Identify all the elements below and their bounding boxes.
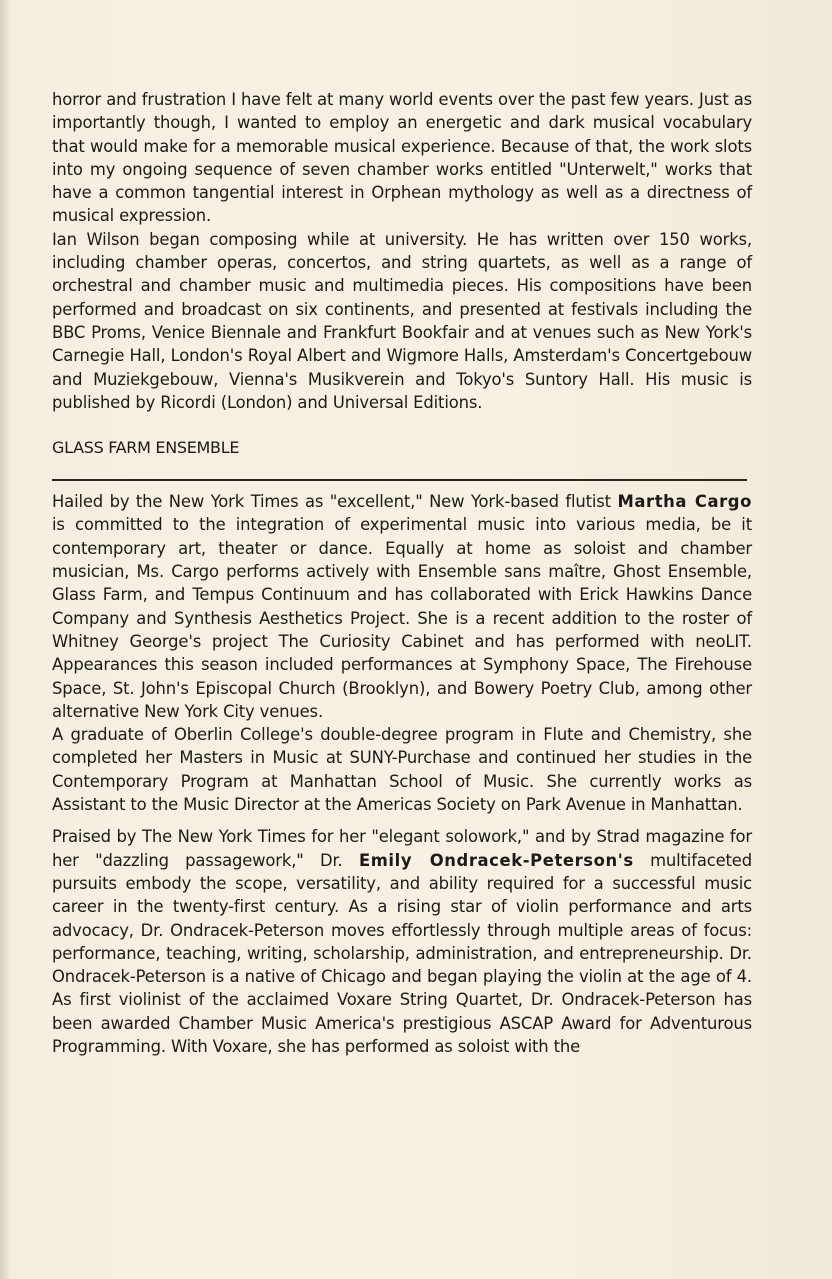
page-edge-shadow: [0, 0, 10, 1279]
cargo-bio-paragraph: [52, 490, 752, 723]
composer-bio-paragraph: Ian Wilson began composing while at university. He has written over 150 works, including chamber operas, concertos, and string quartets, as well as a range of orchestral and chamber music and multimedia pieces. His compositions have been performed and broadcast on six continents, and presented at festivals including the BBC Proms, Venice Biennale and Frankfurt Bookfair and at venues such as New York's Carnegie Hall, London's Royal Albert and Wigmore Halls, Amsterdam's Concertgebouw and Muziekgebouw, Vienna's Musikverein and Tokyo's Suntory Hall. His music is published by Ricordi (London) and Universal Editions.: [52, 229, 752, 412]
cargo-bio-intro: Hailed by the New York Times as "excellent," New York-based flutist: [52, 492, 618, 512]
paragraph-gap: [52, 816, 752, 825]
ondracek-bio-body: multifaceted pursuits embody the scope, versatility, and ability required for a successful music career in the twenty-first century. As a rising star of violin performance and arts advocacy, Dr. Ondracek-Peterson moves effortlessly through multiple areas of focus: performance, teaching, writing, scholarship, administration, and entrepreneurship. Dr. Ondracek-Peterson is a native of Chicago and began playing the violin at the age of 4. As first violinist of the acclaimed Voxare String Quartet, Dr. Ondracek-Peterson has been awarded Chamber Music America's prestigious ASCAP Award for Adventurous Programming. With Voxare, she has performed as soloist with the: [52, 850, 752, 1056]
heading-rule: [52, 479, 747, 481]
section-heading: GLASS FARM ENSEMBLE: [52, 438, 240, 458]
performer-name-ondracek: Emily Ondracek-Peterson's: [358, 850, 634, 870]
page-content: [52, 88, 752, 1058]
cargo-bio-body: is committed to the integration of experimental music into various media, be it contemporary art, theater or dance. Equally at home as soloist and chamber musician, Ms. Cargo performs actively with Ensemble sans maître, Ghost Ensemble, Glass Farm, and Tempus Continuum and has collaborated with Erick Hawkins Dance Company and Synthesis Aesthetics Project. She is a recent addition to the roster of Whitney George's project The Curiosity Cabinet and has performed with neoLIT. Appearances this season included performances at Symphony Space, The Firehouse Space, St. John's Episcopal Church (Brooklyn), and Bowery Poetry Club, among other alternative New York City venues.: [52, 515, 752, 721]
intro-paragraph-1: horror and frustration I have felt at many world events over the past few years. Just as importantly though, I wanted to employ an energetic and dark musical vocabulary that would make for a memorable musical experience. Because of that, the work slots into my ongoing sequence of seven chamber works entitled "Unterwelt," works that have a common tangential interest in Orphean mythology as well as a directness of musical expression.: [52, 90, 752, 226]
ondracek-bio-paragraph: [52, 825, 752, 1058]
cargo-education-paragraph: A graduate of Oberlin College's double-degree program in Flute and Chemistry, she completed her Masters in Music at SUNY-Purchase and continued her studies in the Contemporary Program at Manhattan School of Music. She currently works as Assistant to the Music Director at the Americas Society on Park Avenue in Manhattan.: [52, 725, 752, 815]
performer-name-cargo: Martha Cargo: [617, 492, 752, 512]
ondracek-bio-intro: Praised by The New York Times for her "elegant solowork," and by Strad magazine for her "dazzling passagework," Dr.: [52, 827, 752, 870]
